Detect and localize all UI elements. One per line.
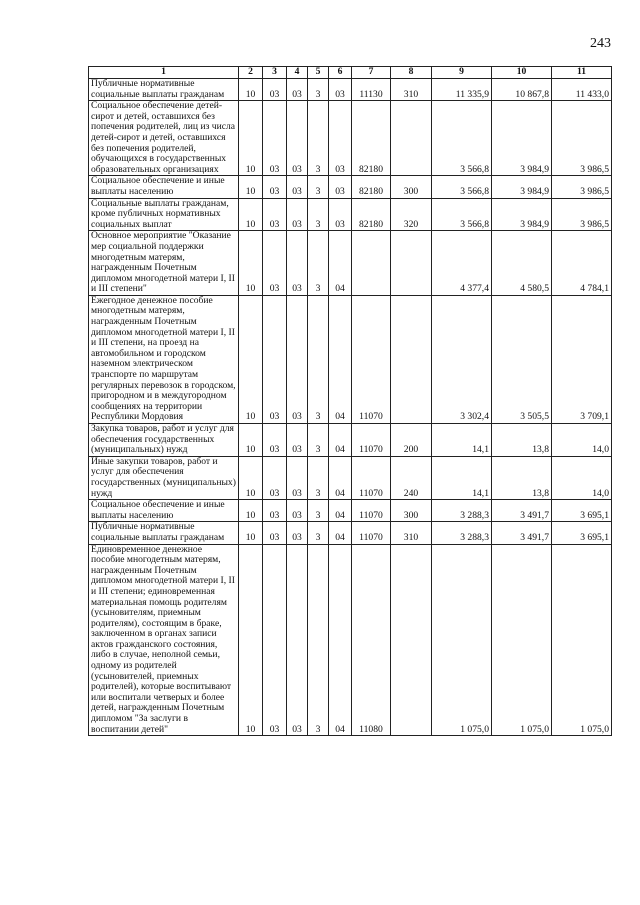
table-row: [89, 198, 612, 231]
amount-col-10: 4 580,5: [492, 231, 552, 296]
row-name: Основное мероприятие "Оказание мер социальной поддержки многодетным матерям, награжденным Почетным дипломом многодетной матери I, II и III степени": [89, 231, 239, 296]
program-code: 03: [287, 424, 308, 457]
direction-code: 82180: [352, 101, 391, 176]
subsection-code: 03: [263, 176, 287, 198]
row-name: Социальное обеспечение и иные выплаты населению: [89, 500, 239, 522]
budget-table: [88, 66, 612, 736]
program-code: 03: [287, 198, 308, 231]
amount-col-11: 1 075,0: [552, 544, 612, 736]
header-cell: 5: [308, 67, 329, 79]
amount-col-9: 14,1: [432, 424, 492, 457]
activity-code: 04: [329, 295, 352, 423]
page-number: 243: [590, 36, 611, 51]
header-cell: 7: [352, 67, 391, 79]
header-cell: 11: [552, 67, 612, 79]
activity-code: 04: [329, 456, 352, 499]
table-row: [89, 79, 612, 101]
amount-col-10: 3 984,9: [492, 176, 552, 198]
expense-type-code: 310: [391, 522, 432, 544]
subprogram-code: 3: [308, 544, 329, 736]
amount-col-9: 1 075,0: [432, 544, 492, 736]
amount-col-9: 4 377,4: [432, 231, 492, 296]
amount-col-11: 3 986,5: [552, 101, 612, 176]
direction-code: 11070: [352, 456, 391, 499]
row-name: Ежегодное денежное пособие многодетным матерям, награжденным Почетным дипломом многодетной матери I, II и III степени, на проезд на автомобильном и городском наземном электрическом транспорте по маршрутам регулярных перевозок в городском, пригородном и в междугородном сообщениях на территории Республики Мордовия: [89, 295, 239, 423]
table-row: [89, 456, 612, 499]
amount-col-10: 3 984,9: [492, 101, 552, 176]
activity-code: 04: [329, 424, 352, 457]
direction-code: 11070: [352, 424, 391, 457]
program-code: 03: [287, 544, 308, 736]
expense-type-code: 300: [391, 500, 432, 522]
amount-col-9: 3 566,8: [432, 176, 492, 198]
amount-col-11: 11 433,0: [552, 79, 612, 101]
activity-code: 04: [329, 544, 352, 736]
table-row: [89, 101, 612, 176]
table-row: [89, 544, 612, 736]
amount-col-10: 1 075,0: [492, 544, 552, 736]
expense-type-code: [391, 295, 432, 423]
section-code: 10: [239, 544, 263, 736]
section-code: 10: [239, 424, 263, 457]
expense-type-code: 300: [391, 176, 432, 198]
amount-col-10: 3 491,7: [492, 500, 552, 522]
activity-code: 03: [329, 101, 352, 176]
amount-col-9: 3 302,4: [432, 295, 492, 423]
header-cell: 9: [432, 67, 492, 79]
section-code: 10: [239, 522, 263, 544]
table-row: [89, 522, 612, 544]
amount-col-11: 14,0: [552, 424, 612, 457]
amount-col-10: 13,8: [492, 424, 552, 457]
subprogram-code: 3: [308, 295, 329, 423]
table-row: [89, 231, 612, 296]
amount-col-9: 11 335,9: [432, 79, 492, 101]
amount-col-9: 3 288,3: [432, 500, 492, 522]
header-cell: 4: [287, 67, 308, 79]
section-code: 10: [239, 198, 263, 231]
direction-code: 11070: [352, 522, 391, 544]
table-row: [89, 500, 612, 522]
row-name: Социальное обеспечение и иные выплаты населению: [89, 176, 239, 198]
header-cell: 10: [492, 67, 552, 79]
subsection-code: 03: [263, 544, 287, 736]
activity-code: 03: [329, 198, 352, 231]
subsection-code: 03: [263, 295, 287, 423]
subsection-code: 03: [263, 231, 287, 296]
subsection-code: 03: [263, 500, 287, 522]
section-code: 10: [239, 500, 263, 522]
row-name: Публичные нормативные социальные выплаты гражданам: [89, 79, 239, 101]
table-header-row: [89, 67, 612, 79]
subprogram-code: 3: [308, 424, 329, 457]
amount-col-9: 14,1: [432, 456, 492, 499]
header-cell: 3: [263, 67, 287, 79]
amount-col-9: 3 566,8: [432, 101, 492, 176]
direction-code: 82180: [352, 198, 391, 231]
amount-col-11: 3 695,1: [552, 522, 612, 544]
subprogram-code: 3: [308, 500, 329, 522]
activity-code: 03: [329, 176, 352, 198]
subprogram-code: 3: [308, 176, 329, 198]
amount-col-11: 3 986,5: [552, 198, 612, 231]
subsection-code: 03: [263, 198, 287, 231]
program-code: 03: [287, 101, 308, 176]
program-code: 03: [287, 456, 308, 499]
row-name: Социальное обеспечение детей-сирот и детей, оставшихся без попечения родителей, лиц из числа детей-сирот и детей, оставшихся без попечения родителей, обучающихся в государственных образовательных организациях: [89, 101, 239, 176]
expense-type-code: [391, 101, 432, 176]
header-cell: 8: [391, 67, 432, 79]
subsection-code: 03: [263, 101, 287, 176]
amount-col-9: 3 566,8: [432, 198, 492, 231]
program-code: 03: [287, 295, 308, 423]
amount-col-10: 3 491,7: [492, 522, 552, 544]
direction-code: 11080: [352, 544, 391, 736]
section-code: 10: [239, 231, 263, 296]
table-row: [89, 424, 612, 457]
amount-col-11: 4 784,1: [552, 231, 612, 296]
program-code: 03: [287, 500, 308, 522]
section-code: 10: [239, 101, 263, 176]
subprogram-code: 3: [308, 456, 329, 499]
section-code: 10: [239, 176, 263, 198]
direction-code: 11130: [352, 79, 391, 101]
direction-code: 11070: [352, 295, 391, 423]
row-name: Единовременное денежное пособие многодетным матерям, награжденным Почетным дипломом многодетной матери I, II и III степени; единовременная материальная помощь родителям (усыновителям, приемным родителям), состоящим в браке, заключенном в органах записи актов гражданского состояния, либо в случае, неполной семьи, одному из родителей (усыновителей, приемных родителей), которые воспитывают или воспитали четверых и более детей, награжденным Почетным дипломом "За заслуги в воспитании детей": [89, 544, 239, 736]
activity-code: 04: [329, 500, 352, 522]
direction-code: [352, 231, 391, 296]
amount-col-10: 13,8: [492, 456, 552, 499]
subprogram-code: 3: [308, 522, 329, 544]
header-cell: 2: [239, 67, 263, 79]
subsection-code: 03: [263, 522, 287, 544]
expense-type-code: 310: [391, 79, 432, 101]
program-code: 03: [287, 522, 308, 544]
header-cell: 6: [329, 67, 352, 79]
amount-col-10: 3 505,5: [492, 295, 552, 423]
program-code: 03: [287, 231, 308, 296]
row-name: Публичные нормативные социальные выплаты гражданам: [89, 522, 239, 544]
amount-col-11: 3 986,5: [552, 176, 612, 198]
table-row: [89, 176, 612, 198]
activity-code: 03: [329, 79, 352, 101]
amount-col-11: 3 695,1: [552, 500, 612, 522]
expense-type-code: 240: [391, 456, 432, 499]
subsection-code: 03: [263, 456, 287, 499]
section-code: 10: [239, 295, 263, 423]
direction-code: 11070: [352, 500, 391, 522]
expense-type-code: 320: [391, 198, 432, 231]
program-code: 03: [287, 176, 308, 198]
amount-col-10: 3 984,9: [492, 198, 552, 231]
amount-col-9: 3 288,3: [432, 522, 492, 544]
subprogram-code: 3: [308, 101, 329, 176]
subprogram-code: 3: [308, 231, 329, 296]
activity-code: 04: [329, 522, 352, 544]
section-code: 10: [239, 79, 263, 101]
table-row: [89, 295, 612, 423]
expense-type-code: [391, 544, 432, 736]
row-name: Социальные выплаты гражданам, кроме публичных нормативных социальных выплат: [89, 198, 239, 231]
section-code: 10: [239, 456, 263, 499]
row-name: Закупка товаров, работ и услуг для обеспечения государственных (муниципальных) нужд: [89, 424, 239, 457]
subsection-code: 03: [263, 79, 287, 101]
direction-code: 82180: [352, 176, 391, 198]
expense-type-code: [391, 231, 432, 296]
program-code: 03: [287, 79, 308, 101]
amount-col-11: 14,0: [552, 456, 612, 499]
row-name: Иные закупки товаров, работ и услуг для обеспечения государственных (муниципальных) нужд: [89, 456, 239, 499]
amount-col-11: 3 709,1: [552, 295, 612, 423]
subprogram-code: 3: [308, 198, 329, 231]
subsection-code: 03: [263, 424, 287, 457]
expense-type-code: 200: [391, 424, 432, 457]
subprogram-code: 3: [308, 79, 329, 101]
activity-code: 04: [329, 231, 352, 296]
header-cell: 1: [89, 67, 239, 79]
amount-col-10: 10 867,8: [492, 79, 552, 101]
